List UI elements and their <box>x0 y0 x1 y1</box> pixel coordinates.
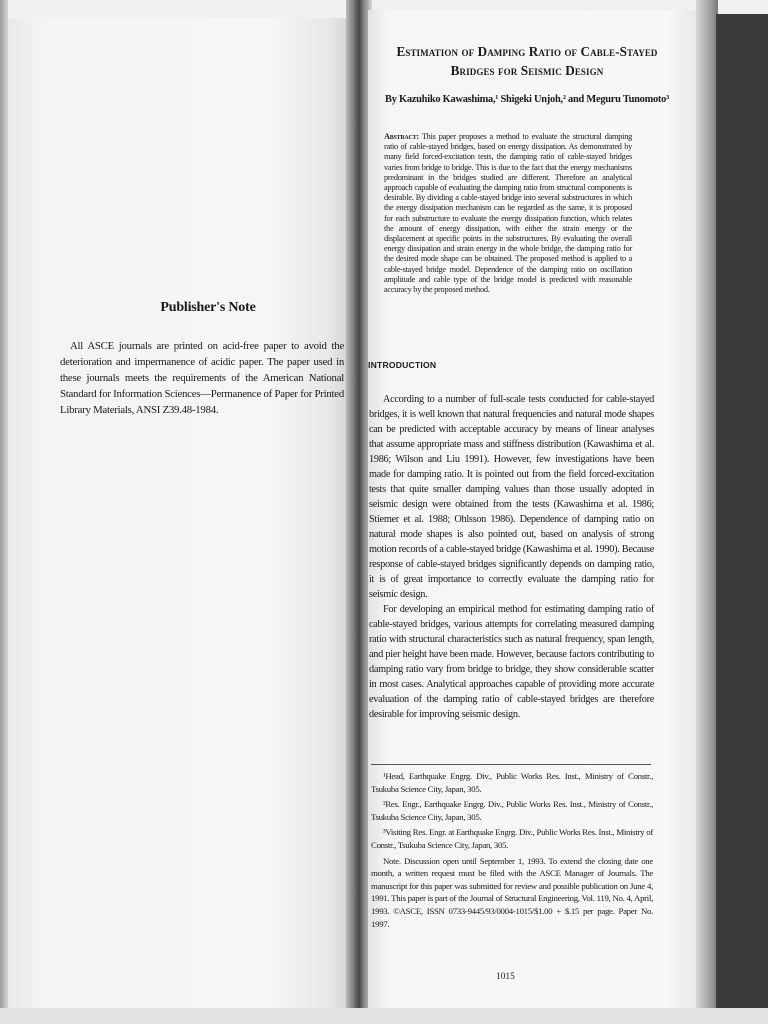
scanner-background <box>716 14 768 1014</box>
bottom-strip <box>0 1008 768 1024</box>
article-abstract <box>384 132 632 295</box>
article-title-line1: Estimation of Damping Ratio of Cable-Stayed <box>396 44 658 59</box>
footnote-rule <box>371 764 651 765</box>
footnote-2: ²Res. Engr., Earthquake Engrg. Div., Public Works Res. Inst., Ministry of Constr., Tsukuba Science City, Japan, 305. <box>371 799 653 822</box>
footnote-note: Note. Discussion open until September 1, 1993. To extend the closing date one month, a written request must be filed with the ASCE Manager of Journals. The manuscript for this paper was submitted for review and possible publication on June 4, 1991. This paper is part of the Journal of Structural Engineering, Vol. 119, No. 4, April, 1993. ©ASCE, ISSN 0733-9445/93/0004-1015/$1.00 + $.15 per page. Paper No. 1997. <box>371 855 653 929</box>
introduction-body <box>369 392 654 722</box>
publishers-note-title: Publisher's Note <box>160 300 256 315</box>
article-authors: By Kazuhiko Kawashima,¹ Shigeki Unjoh,² and Meguru Tunomoto³ <box>385 94 669 105</box>
left-page-edge <box>0 0 8 1024</box>
right-page-shadow <box>696 0 718 1024</box>
footnote-1: ¹Head, Earthquake Engrg. Div., Public Works Res. Inst., Ministry of Constr., Tsukuba Science City, Japan, 305. <box>371 771 653 794</box>
abstract-text: This paper proposes a method to evaluate the structural damping ratio of cable-stayed bridges, based on energy dissipation. As demonstrated by many field forced-excitation tests, the damping ratio of cable-stayed bridges varies from bridge to bridge. This is due to the fact that the energy mechanisms predominant in the bridges studied are different. Therefore an analytical approach capable of evaluating the damping ratio from structural components is desirable. By dividing a cable-stayed bridge into several substructures in which the energy dissipation mechanism can be regarded as the same, it is proposed for each substructure to evaluate the energy dissipation function, which relates the amount of energy dissipation, with either the strain energy or the displacement at specific points in the substructures. By evaluating the overall energy dissipation and strain energy in the whole bridge, the damping ratio for the desired mode shape can be obtained. The proposed method is applied to a cable-stayed bridge model. Dependence of the damping ratio on oscillation amplitude and cable type of the bridge model is predicted with reasonable accuracy by the proposed method. <box>384 132 632 295</box>
intro-paragraph-1: According to a number of full-scale tests conducted for cable-stayed bridges, it is well known that natural frequencies and natural mode shapes can be predicted with acceptable accuracy by means of linear analyses that assume appropriate mass and stiffness distribution (Kawashima et al. 1986; Wilson and Liu 1991). However, few investigations have been made for damping ratio. It is pointed out from the field forced-excitation tests that quite smaller damping values than those usually adopted in seismic design were obtained from the tests (Kawashima et al. 1986; Stiemer et al. 1988; Ohlsson 1986). Dependence of damping ratio on natural mode shapes is also pointed out, based on analysis of strong motion records of a cable-stayed bridge (Kawashima et al. 1990). Because response of cable-stayed bridges significantly depends on damping ratio, it is of great importance to correctly evaluate the damping ratio for seismic design. <box>369 394 654 600</box>
article-title <box>372 42 682 80</box>
page-number: 1015 <box>496 972 515 982</box>
article-title-line2: Bridges for Seismic Design <box>450 63 604 78</box>
footnote-3: ³Visiting Res. Engr. at Earthquake Engrg. Div., Public Works Res. Inst., Ministry of Constr., Tsukuba Science City, Japan, 305. <box>371 827 653 850</box>
intro-paragraph-2: For developing an empirical method for estimating damping ratio of cable-stayed bridges, various attempts for correlating measured damping ratio with structural characteristics such as natural frequency, span length, and pier height have been made. However, because factors contributing to damping ratio vary from bridge to bridge, they show considerable scatter in most cases. Analytical approaches capable of providing more accurate evaluation of the damping ratio of cable-stayed bridges are therefore desirable for improving seismic design. <box>369 604 654 720</box>
introduction-heading: INTRODUCTION <box>368 360 437 370</box>
left-page <box>8 18 356 1010</box>
publishers-note-body: All ASCE journals are printed on acid-free paper to avoid the deterioration and impermanence of acidic paper. The paper used in these journals meets the requirements of the American National Standard for Information Sciences—Permanence of Paper for Printed Library Materials, ANSI Z39.48-1984. <box>60 340 344 416</box>
footnotes <box>371 770 653 933</box>
abstract-label: Abstract: <box>384 132 419 141</box>
